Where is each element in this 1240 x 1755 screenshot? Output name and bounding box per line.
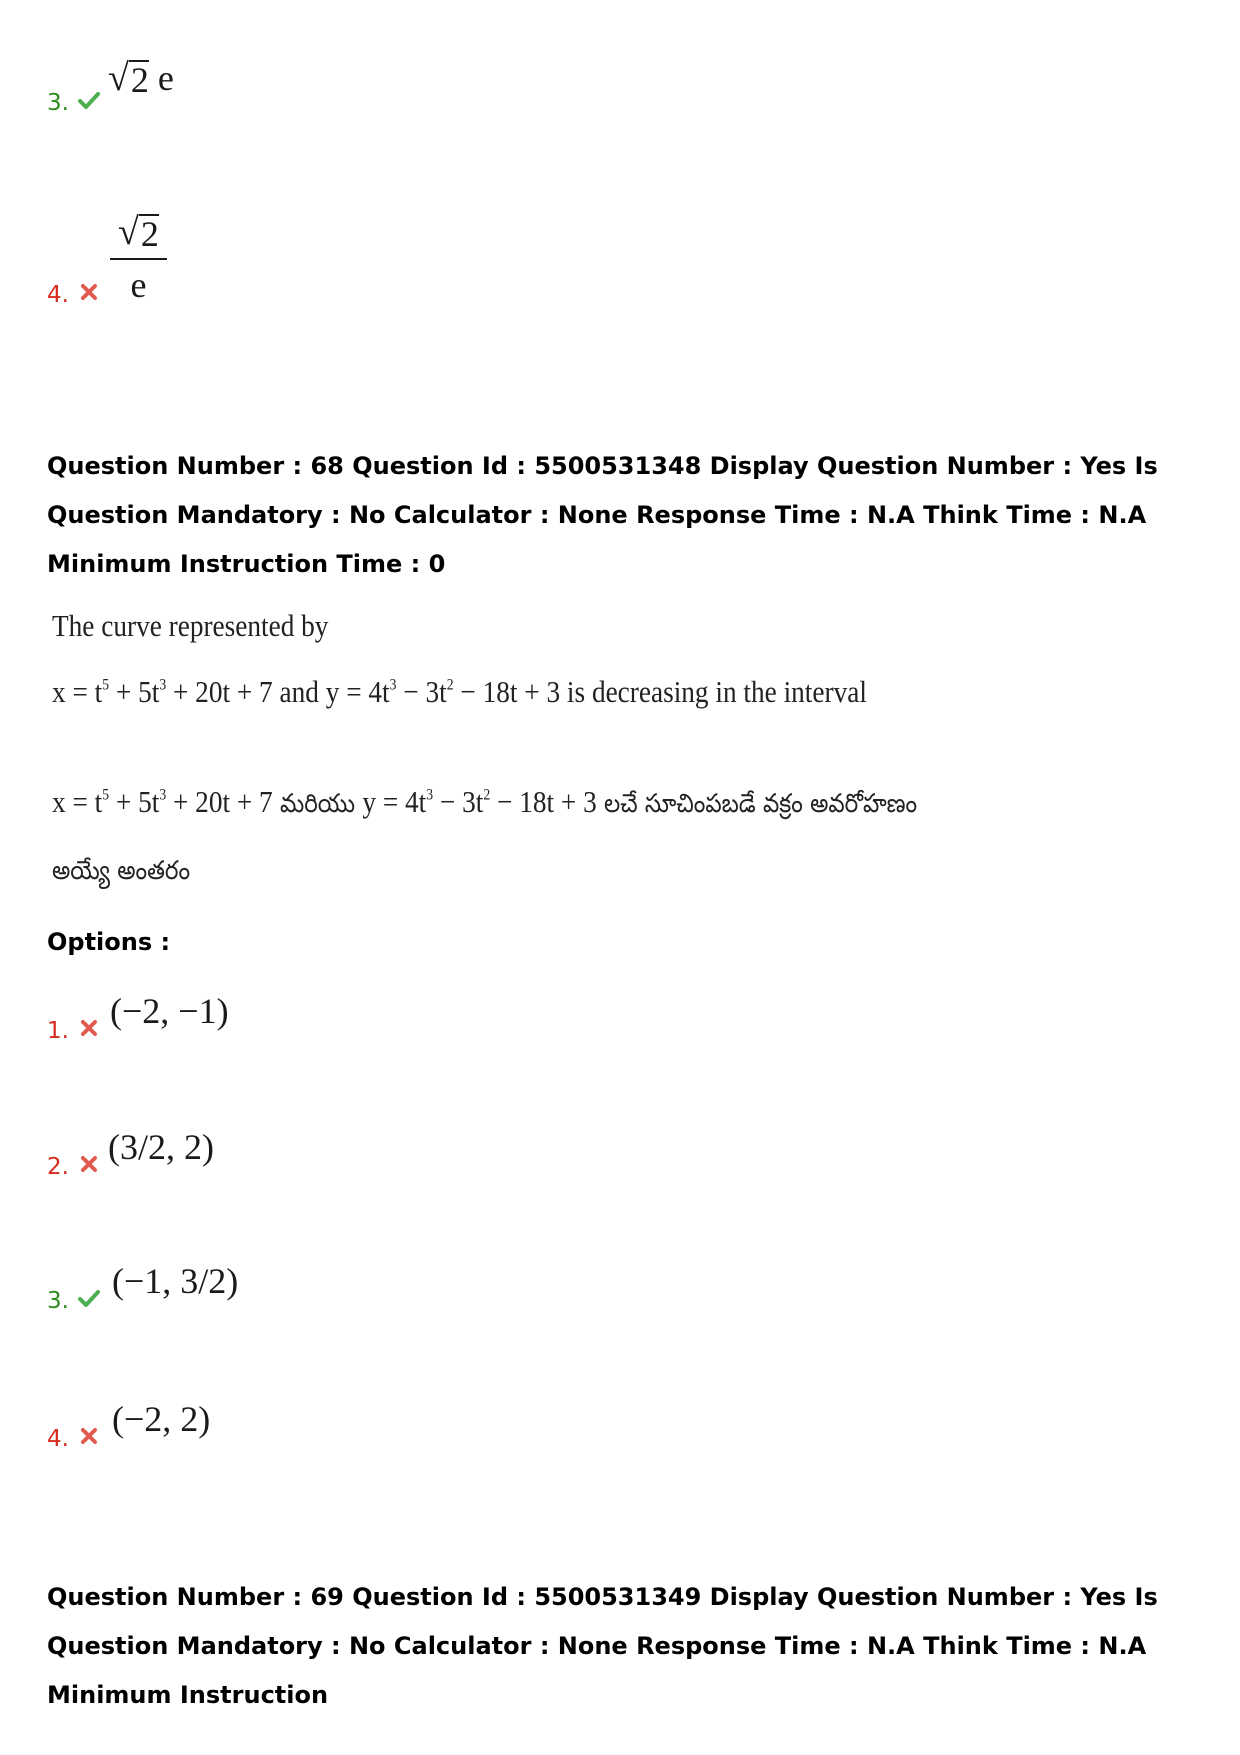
option-3-prev-math: √ 2 e (108, 57, 174, 101)
option-4-prev-math: √ 2 e (110, 210, 167, 306)
option-4 (47, 1424, 101, 1452)
option-4-math: (−2, 2) (112, 1399, 211, 1439)
question-text-line2: $x = t^5 + 5t^3 + 20t + 7$ and $y = 4t^3 - 3t^2 - 18t + 3$ is decreasing in the interval (52, 674, 867, 709)
question-text-telugu-line2: అయ్యే అంతరం (52, 856, 191, 886)
option-number: 1. (47, 1018, 69, 1044)
cross-icon (77, 280, 101, 304)
option-number: 3. (47, 1288, 69, 1314)
question-68-header: Question Number : 68 Question Id : 5500531348 Display Question Number : Yes Is Question Mandatory : No Calculator : None Response Time : N.A Think Time : N.A Minimum Instruction Time : 0 (47, 452, 1158, 578)
options-label: Options : (47, 928, 171, 956)
option-1-math: (−2, −1) (110, 991, 229, 1031)
cross-icon (77, 1152, 101, 1176)
option-1 (47, 1016, 101, 1044)
question-text-telugu-line1: $x = t^5 + 5t^3 + 20t + 7$ మరియు $y = 4t^3 - 3t^2 - 18t + 3$ లచే సూచింపబడే వక్రం అవరోహణం (52, 784, 918, 819)
option-number: 2. (47, 1154, 69, 1180)
option-2 (47, 1152, 101, 1180)
option-2-math: (3/2, 2) (108, 1127, 214, 1167)
check-icon (77, 88, 101, 112)
cross-icon (77, 1016, 101, 1040)
cross-icon (77, 1424, 101, 1448)
option-number: 3. (47, 90, 69, 116)
option-3-prev (47, 88, 101, 116)
option-3 (47, 1286, 101, 1314)
option-number: 4. (47, 282, 69, 308)
option-4-prev (47, 280, 101, 308)
check-icon (77, 1286, 101, 1310)
option-number: 4. (47, 1426, 69, 1452)
question-text-line1: The curve represented by (52, 608, 329, 643)
option-3-math: (−1, 3/2) (112, 1261, 239, 1301)
question-69-header: Question Number : 69 Question Id : 5500531349 Display Question Number : Yes Is Question Mandatory : No Calculator : None Response Time : N.A Think Time : N.A Minimum Instruction (47, 1583, 1158, 1709)
